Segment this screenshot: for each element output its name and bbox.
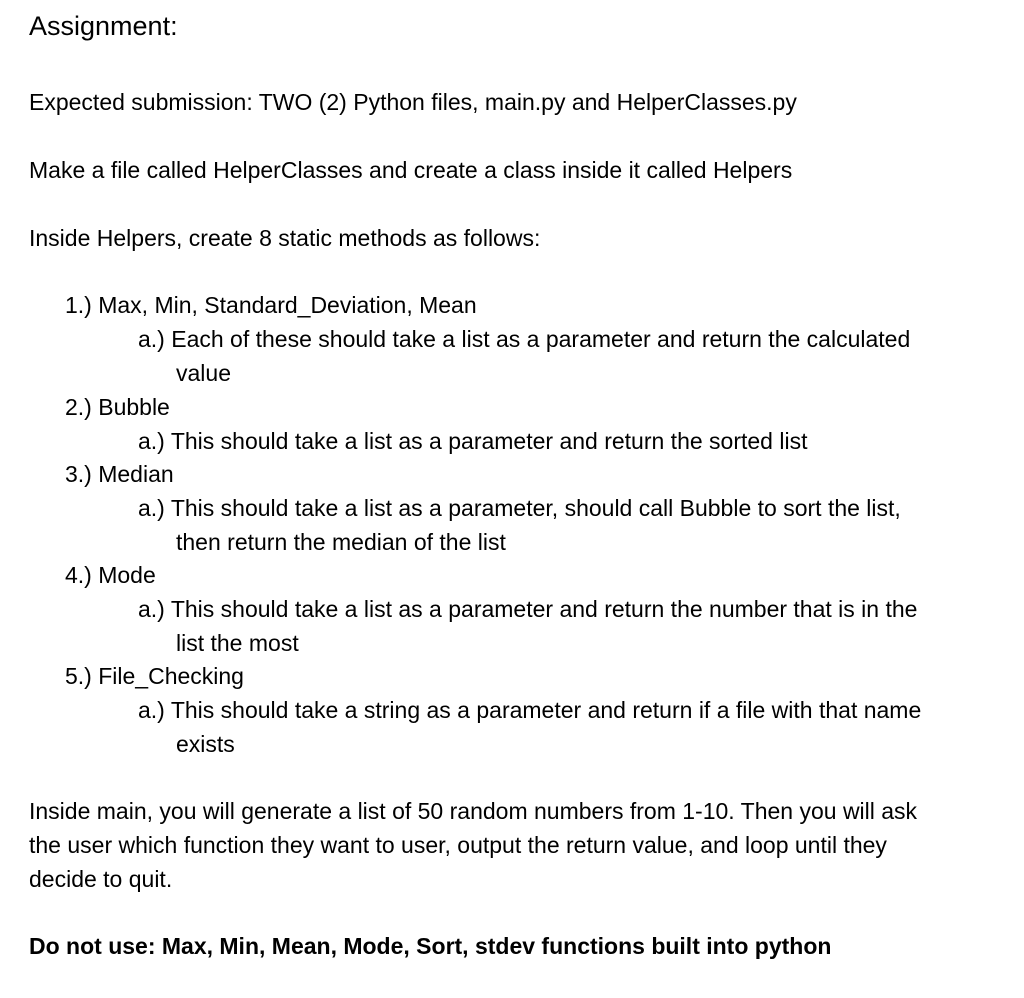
list-item-subpoint: a.) Each of these should take a list as a parameter and return the calculated xyxy=(138,326,911,352)
list-item-subpoint-continuation: exists xyxy=(176,731,235,757)
builtin-functions-warning: Do not use: Max, Min, Mean, Mode, Sort, stdev functions built into python xyxy=(29,933,832,959)
expected-submission-text: Expected submission: TWO (2) Python files, main.py and HelperClasses.py xyxy=(29,89,797,115)
main-paragraph-line: the user which function they want to user, output the return value, and loop until they xyxy=(29,832,887,858)
list-item-heading: 3.) Median xyxy=(65,461,174,487)
list-item-subpoint-continuation: list the most xyxy=(176,630,299,656)
list-item-subpoint: a.) This should take a list as a parameter and return the number that is in the xyxy=(138,596,918,622)
main-paragraph-line: Inside main, you will generate a list of 50 random numbers from 1-10. Then you will ask xyxy=(29,798,918,824)
list-item-heading: 4.) Mode xyxy=(65,562,156,588)
list-item-subpoint: a.) This should take a list as a parameter, should call Bubble to sort the list, xyxy=(138,495,901,521)
make-file-instruction: Make a file called HelperClasses and create a class inside it called Helpers xyxy=(29,157,793,183)
main-paragraph-line: decide to quit. xyxy=(29,866,173,892)
list-item-subpoint: a.) This should take a string as a parameter and return if a file with that name xyxy=(138,697,922,723)
list-item-subpoint-continuation: value xyxy=(176,360,231,386)
page-title: Assignment: xyxy=(29,11,178,41)
list-item-heading: 5.) File_Checking xyxy=(65,663,244,689)
list-item-heading: 1.) Max, Min, Standard_Deviation, Mean xyxy=(65,292,477,318)
list-item-heading: 2.) Bubble xyxy=(65,394,170,420)
list-item-subpoint-continuation: then return the median of the list xyxy=(176,529,506,555)
list-item-subpoint: a.) This should take a list as a parameter and return the sorted list xyxy=(138,428,808,454)
inside-helpers-instruction: Inside Helpers, create 8 static methods as follows: xyxy=(29,225,541,251)
